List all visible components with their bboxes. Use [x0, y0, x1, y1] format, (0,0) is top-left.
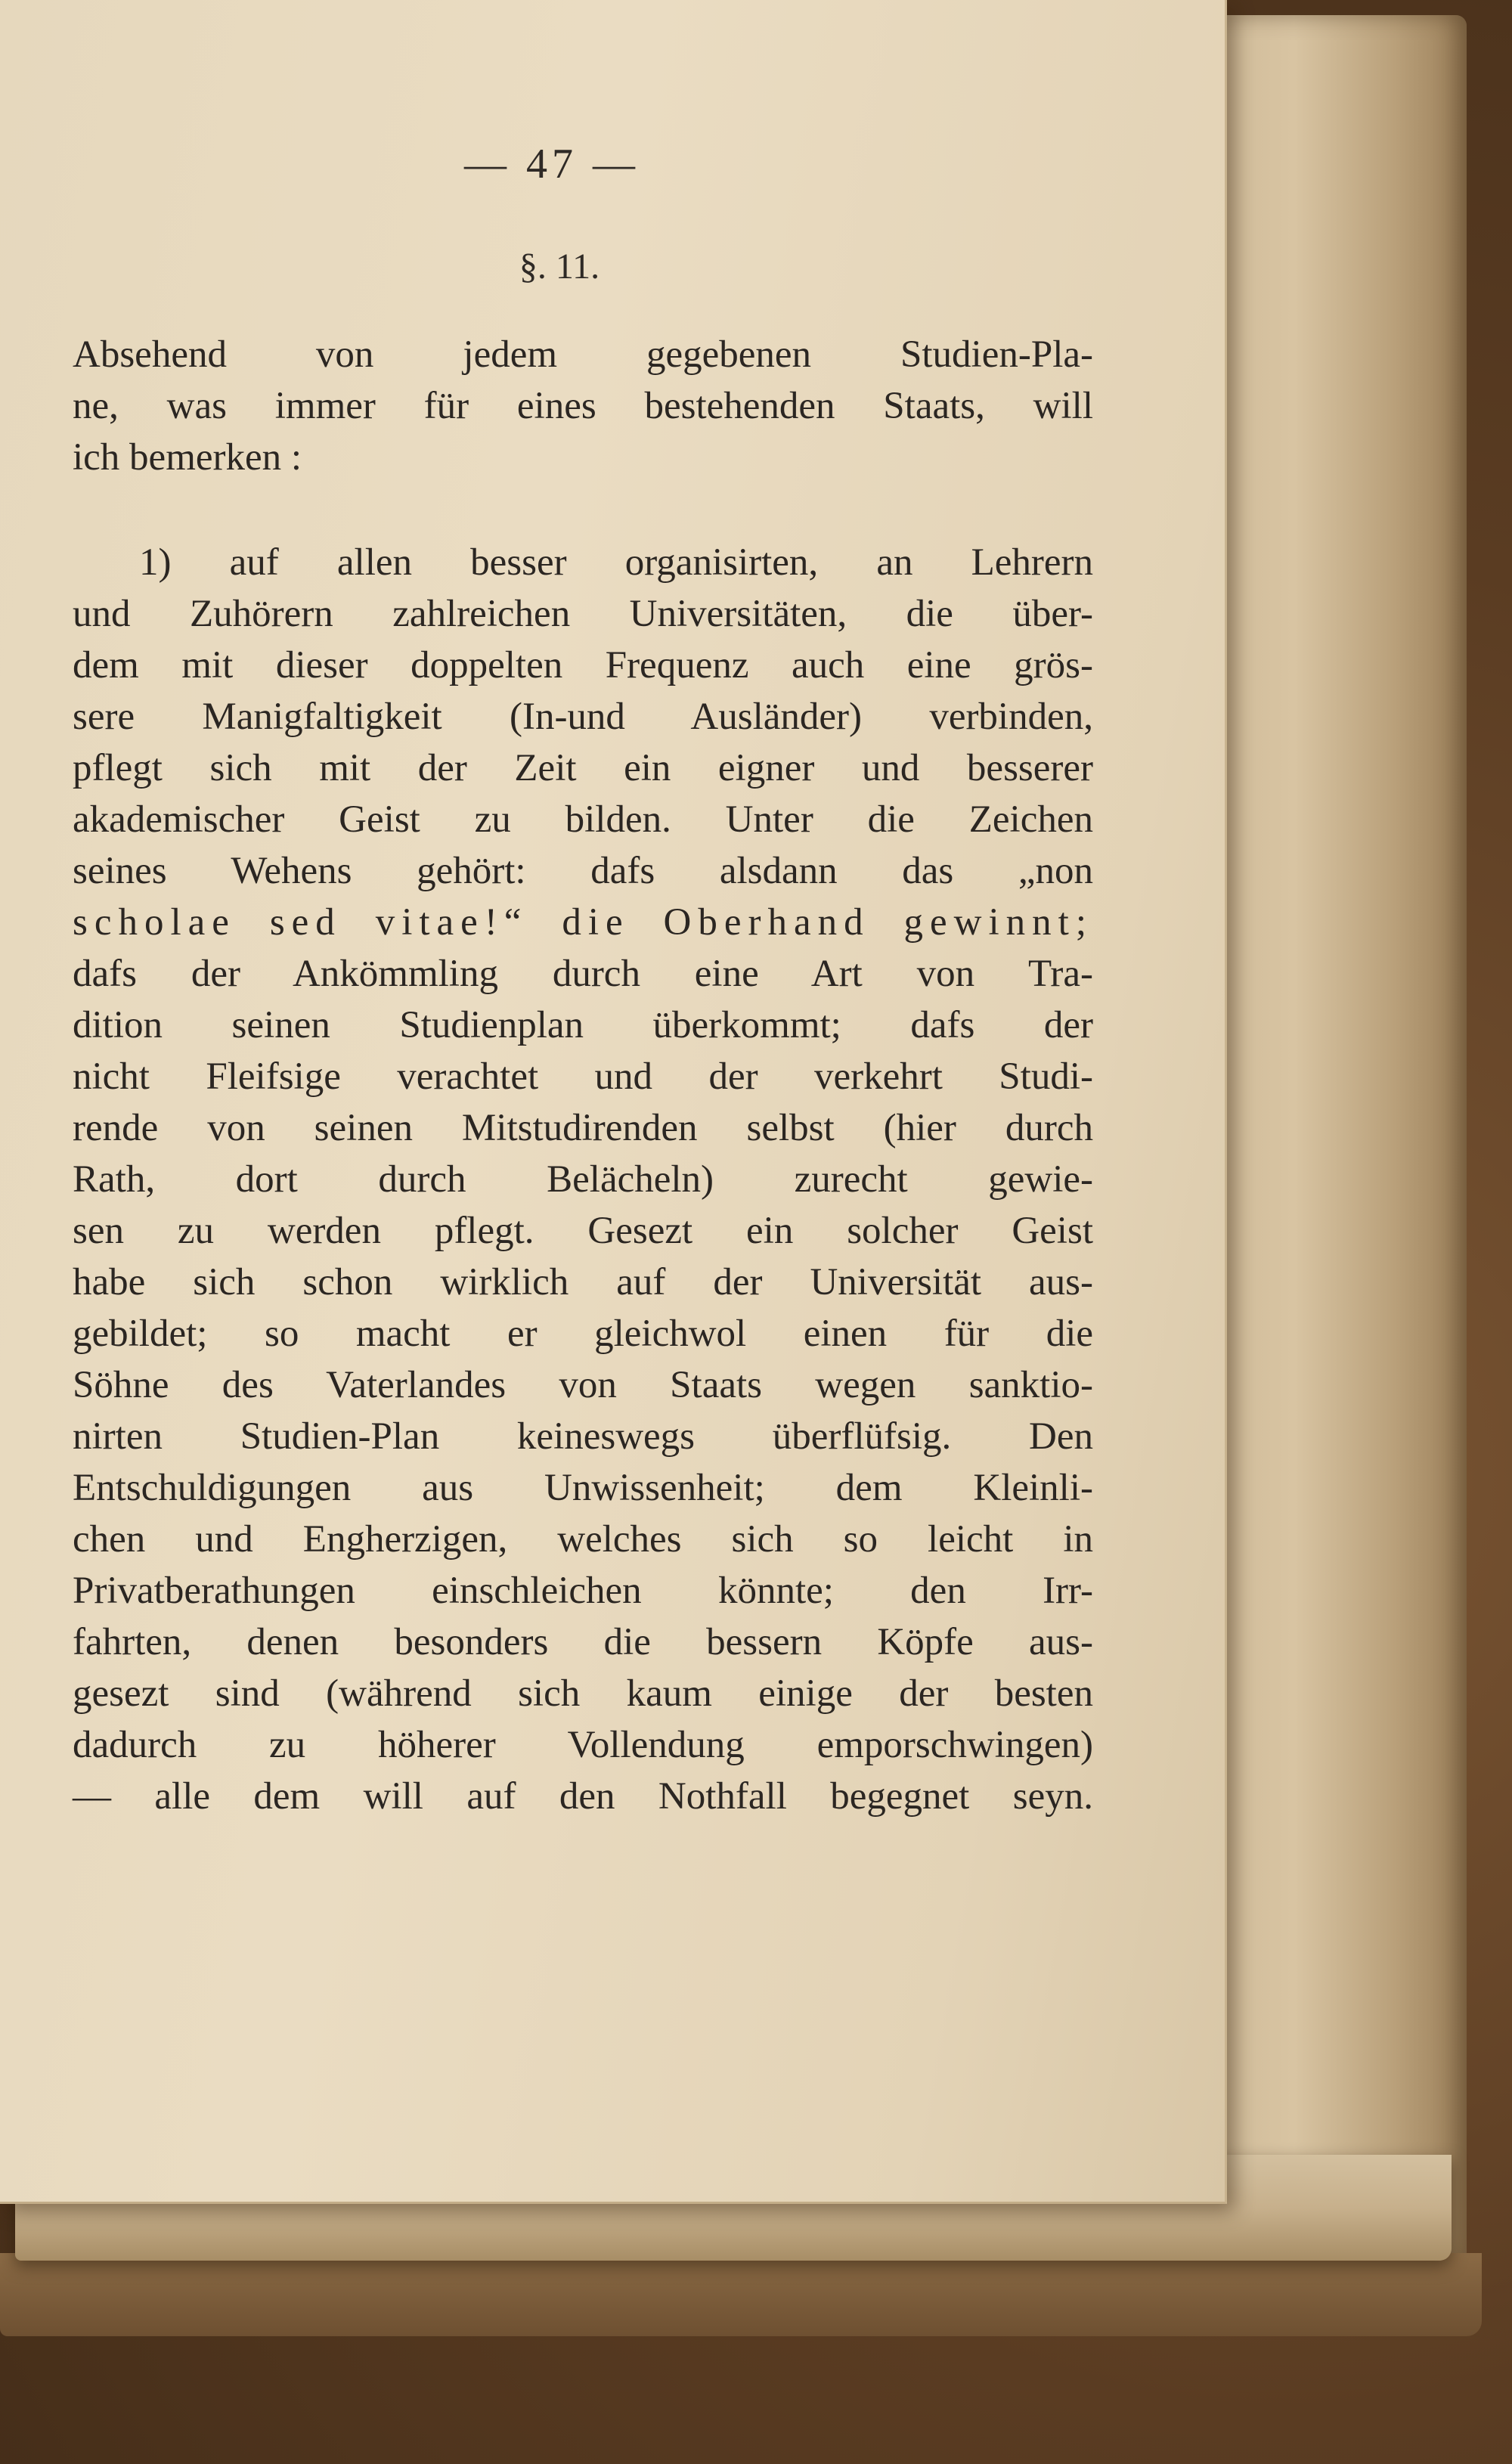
text-line: chen und Engherzigen, welches sich so leicht in — [73, 1518, 1093, 1561]
text-line: rende von seinen Mitstudirenden selbst (hier durch — [73, 1107, 1093, 1149]
text-line: Absehend von jedem gegebenen Studien-Pla- — [73, 333, 1093, 376]
text-line: — alle dem will auf den Nothfall begegnet seyn. — [73, 1775, 1093, 1818]
text-line: akademischer Geist zu bilden. Unter die Zeichen — [73, 798, 1093, 841]
text-line: dition seinen Studienplan überkommt; dafs der — [73, 1004, 1093, 1046]
text-line: sere Manigfaltigkeit (In-und Ausländer) verbinden, — [73, 696, 1093, 738]
text-line: scholae sed vitae!“ die Oberhand gewinnt; — [73, 901, 1093, 944]
text-line: gesezt sind (während sich kaum einige der besten — [73, 1672, 1093, 1715]
book-cover-edge — [0, 2253, 1482, 2336]
text-line: seines Wehens gehört: dafs alsdann das „non — [73, 850, 1093, 892]
text-line: sen zu werden pflegt. Gesezt ein solcher Geist — [73, 1210, 1093, 1252]
text-line: nicht Fleifsige verachtet und der verkehrt Studi- — [73, 1055, 1093, 1098]
section-heading: §. 11. — [519, 246, 600, 287]
text-line: habe sich schon wirklich auf der Universität aus- — [73, 1261, 1093, 1303]
text-line: 1) auf allen besser organisirten, an Lehrern — [139, 541, 1093, 584]
text-line: und Zuhörern zahlreichen Universitäten, die über- — [73, 593, 1093, 635]
text-line: ne, was immer für eines bestehenden Staats, will — [73, 385, 1093, 427]
text-line: Söhne des Vaterlandes von Staats wegen sanktio- — [73, 1364, 1093, 1406]
text-line: nirten Studien-Plan keineswegs überflüfsig. Den — [73, 1415, 1093, 1458]
text-line: Privatberathungen einschleichen könnte; den Irr- — [73, 1570, 1093, 1612]
text-line: fahrten, denen besonders die bessern Köpfe aus- — [73, 1621, 1093, 1663]
text-line: Rath, dort durch Belächeln) zurecht gewie- — [73, 1158, 1093, 1201]
text-line: pflegt sich mit der Zeit ein eigner und besserer — [73, 747, 1093, 789]
text-line: Entschuldigungen aus Unwissenheit; dem Kleinli- — [73, 1467, 1093, 1509]
text-line: ich bemerken : — [73, 436, 302, 479]
text-line: gebildet; so macht er gleichwol einen für die — [73, 1313, 1093, 1355]
text-line: dafs der Ankömmling durch eine Art von Tra- — [73, 953, 1093, 995]
page-number: — 47 — — [464, 141, 640, 188]
text-line: dadurch zu höherer Vollendung emporschwingen) — [73, 1724, 1093, 1766]
text-line: dem mit dieser doppelten Frequenz auch eine grös- — [73, 644, 1093, 687]
